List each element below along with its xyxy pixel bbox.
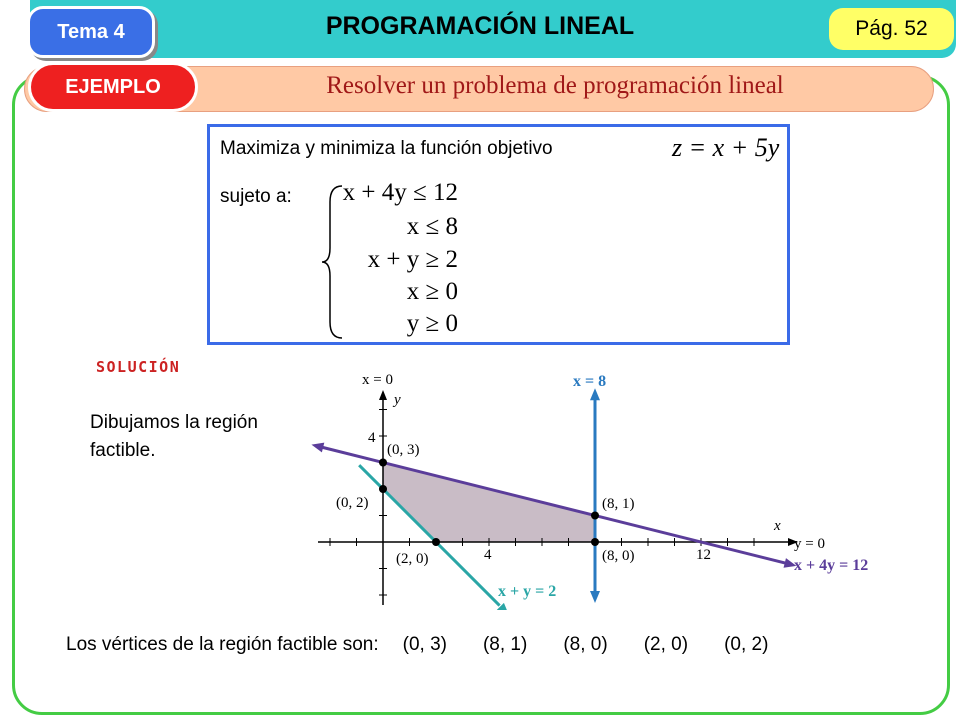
tick-label-x4: 4 [484, 547, 492, 563]
tick-label-y4: 4 [368, 430, 376, 446]
solution-label: SOLUCIÓN [96, 358, 181, 376]
vertex-item: (8, 0) [563, 634, 608, 655]
vertex-point [591, 538, 599, 546]
feasible-region [383, 463, 595, 543]
vertices-label: Los vértices de la región factible son: [66, 634, 379, 655]
vertex-item: (0, 3) [402, 634, 447, 655]
feasible-region-graph [300, 360, 900, 610]
label-y-axis-line: x = 0 [362, 372, 393, 388]
y-axis-arrow [379, 390, 387, 400]
constraint-1: x + 4y ≤ 12 [342, 179, 458, 206]
point-label-0-3: (0, 3) [387, 442, 420, 458]
line-blue-arrow-bottom [590, 591, 600, 603]
tick-label-x12: 12 [696, 547, 711, 563]
vertex-point [379, 485, 387, 493]
subject-to-label: sujeto a: [220, 186, 292, 207]
problem-box [207, 124, 790, 345]
point-label-8-0: (8, 0) [602, 548, 635, 564]
page-number-badge: Pág. 52 [829, 8, 954, 50]
constraint-4: x ≥ 0 [406, 278, 458, 305]
objective-function: z = x + 5y [672, 133, 780, 162]
line-blue-arrow-top [590, 388, 600, 400]
vertex-item: (8, 1) [482, 634, 528, 655]
constraint-5: y ≥ 0 [406, 310, 458, 337]
topic-badge: Tema 4 [27, 6, 155, 58]
label-teal-line: x + y = 2 [498, 583, 557, 600]
vertices-row [66, 634, 768, 656]
label-x-axis: x [774, 518, 781, 534]
label-vertical-line: x = 8 [573, 373, 607, 390]
constraint-2: x ≤ 8 [406, 213, 458, 240]
vertex-point [379, 459, 387, 467]
example-tag: EJEMPLO [28, 62, 198, 112]
vertex-point [432, 538, 440, 546]
point-label-0-2: (0, 2) [336, 495, 369, 511]
line-purple-arrow-left [311, 443, 324, 453]
label-purple-line: x + 4y = 12 [794, 557, 869, 574]
vertex-item: (0, 2) [724, 634, 769, 655]
point-label-2-0: (2, 0) [396, 551, 429, 567]
page-title: PROGRAMACIÓN LINEAL [325, 12, 635, 40]
line-x-plus-4y-12 [322, 447, 786, 563]
label-x-axis-line: y = 0 [794, 536, 825, 552]
label-y-axis: y [394, 392, 401, 408]
example-title: Resolver un problema de programación lineal [326, 72, 784, 99]
problem-statement: Maximiza y minimiza la función objetivo [220, 138, 553, 159]
constraint-3: x + y ≥ 2 [367, 246, 458, 273]
vertex-point [591, 512, 599, 520]
solution-description: Dibujamos la región factible. [90, 412, 258, 461]
point-label-8-1: (8, 1) [602, 496, 635, 512]
vertex-item: (2, 0) [643, 634, 689, 655]
